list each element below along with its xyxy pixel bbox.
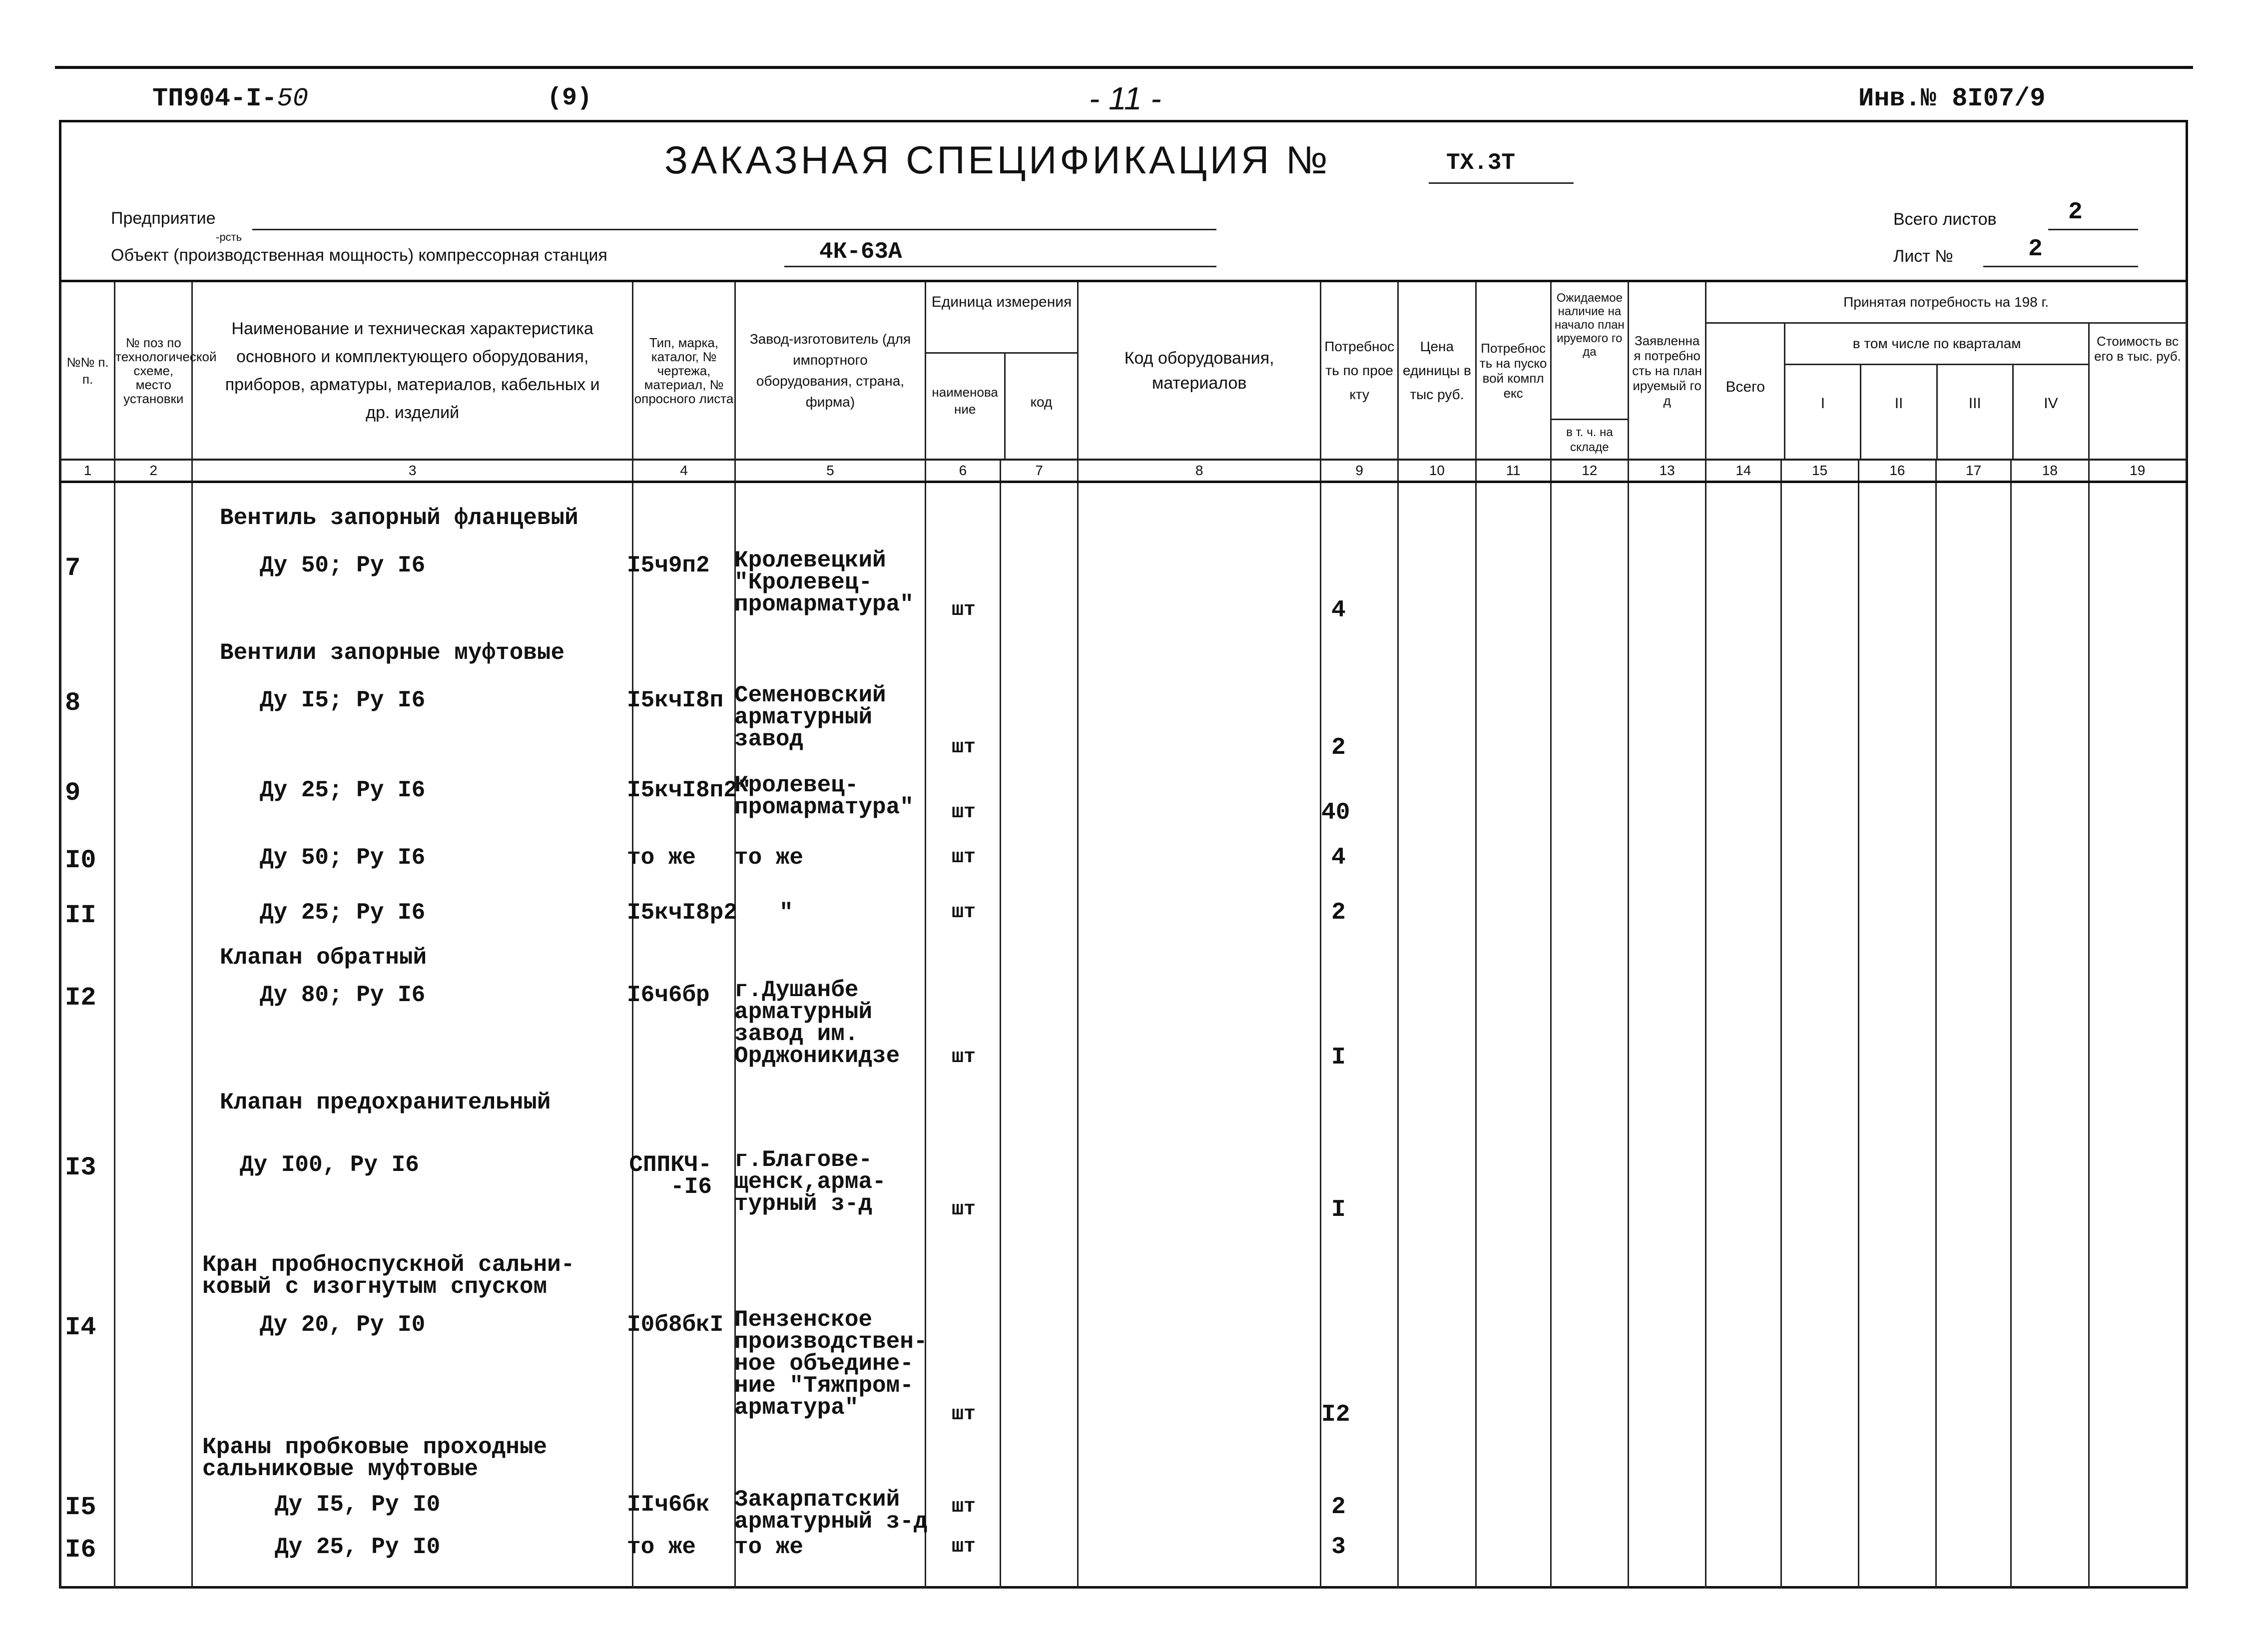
item-name: Краны пробковые проходные сальниковые муфтовые [202,1434,548,1482]
item-name: Ду I00, Ру I6 [240,1152,419,1178]
column-number: 7 [1001,460,1078,482]
row-number: 8 [65,688,81,718]
header-launch: Потребность на пусковой комплекс [1476,281,1551,460]
row-number: 7 [65,553,81,583]
item-manufacturer: г.Благове- щенск,арма- турный з-д [734,1147,886,1217]
sheet-label: Лист № [1893,247,1953,266]
item-quantity: I [1331,1044,1346,1071]
item-type: то же [627,1534,696,1560]
column-number: 11 [1476,460,1551,482]
row-number: II [65,901,96,930]
item-unit: шт [952,1496,976,1518]
column-number: 14 [1706,460,1781,482]
document-title-text: ЗАКАЗНАЯ СПЕЦИФИКАЦИЯ № [664,138,1331,182]
item-name: Ду I5, Ру I0 [275,1492,441,1518]
object-small-note: -рсть [216,231,242,243]
header-position: № поз по технологической схеме, место установки [115,281,192,460]
row-number: 9 [65,778,81,808]
item-name: Ду 50; Ру I6 [260,845,426,871]
item-type: I0б8бкI [627,1312,724,1338]
column-number: 9 [1321,460,1398,482]
item-type: СППКЧ- -I6 [629,1152,712,1200]
column-number: 2 [115,460,192,482]
item-manufacturer: " [779,900,793,926]
row-number: I3 [65,1153,96,1182]
item-unit: шт [952,1403,976,1426]
item-quantity: I2 [1321,1401,1350,1428]
item-type: I5кчI8р2 [627,900,737,926]
header-price: Цена единицы в тыс руб. [1398,281,1476,460]
row-number: I5 [65,1493,96,1522]
item-type: IIч6бк [627,1492,710,1518]
header-row-number: №№ п. п. [61,281,115,460]
header-need: Потребность по проекту [1321,281,1398,460]
header-quarter-2: II [1861,365,1937,459]
item-manufacturer: Кролевец- промарматура" [734,772,914,820]
item-manufacturer: то же [734,845,804,871]
item-name: Ду 25; Ру I6 [260,900,426,926]
column-number: 18 [2011,460,2089,482]
item-quantity: 4 [1331,844,1346,871]
item-quantity: 2 [1331,734,1346,761]
header-accepted-total: Всего [1706,324,1785,459]
item-name: Клапан предохранительный [220,1090,551,1115]
item-unit: шт [952,1198,976,1221]
row-number: I2 [65,983,96,1013]
item-quantity: 40 [1321,799,1350,826]
item-unit: шт [952,801,976,824]
item-name: Ду 25; Ру I6 [260,777,426,803]
object-label: Объект (производственная мощность) компрессорная станция [111,246,607,265]
header-unit-title: Единица измерения [926,282,1077,354]
header-type: Тип, марка, каталог, № чертежа, материал, № опросного листа [632,281,735,460]
header-accepted-title: Принятая потребность на 198 г. [1706,282,2186,324]
column-number: 6 [925,460,1000,482]
item-unit: шт [952,846,976,869]
row-number: I0 [65,846,96,875]
header-unit-code: код [1030,394,1053,410]
item-unit: шт [952,1046,976,1069]
item-type: I6ч6бр [627,982,710,1008]
header-manufacturer: Завод-изготовитель (для импортного оборудования, страна, фирма) [735,281,926,460]
column-number: 13 [1629,460,1706,482]
item-name: Кран пробноспускной сальни- ковый с изогнутым спуском [202,1252,575,1300]
header-cost: Стоимость всего в тыс. руб. [2088,324,2186,459]
column-number: 15 [1781,460,1858,482]
item-name: Ду 80; Ру I6 [260,982,426,1008]
column-number: 16 [1858,460,1936,482]
item-name: Клапан обратный [220,945,427,971]
sheet-value: 2 [2028,236,2043,263]
item-quantity: 2 [1331,899,1346,926]
item-type: I5кчI8п [627,687,724,713]
column-number: 3 [192,460,632,482]
header-declared: Заявленная потребность на планируемый год [1629,281,1706,460]
inventory-number: Инв.№ 8I07/9 [1858,84,2046,113]
specification-number: ТХ.3Т [1446,150,1516,176]
total-sheets-label: Всего листов [1893,210,1997,229]
column-number: 19 [2089,460,2187,482]
item-manufacturer: Закарпатский арматурный з-д [734,1487,928,1535]
item-name: Ду I5; Ру I6 [260,687,426,713]
item-unit: шт [952,599,976,621]
item-quantity: I [1331,1196,1346,1223]
parenthetical-number: (9) [547,84,592,112]
row-number: I4 [65,1313,96,1342]
header-expected-title: Ожидаемое наличие на начало планируемого года [1554,291,1625,359]
item-manufacturer: Кролевецкий "Кролевец- промарматура" [734,548,914,617]
header-expected-warehouse: в т. ч. на складе [1552,419,1628,455]
item-manufacturer: то же [734,1534,804,1560]
item-quantity: 4 [1331,597,1346,624]
item-quantity: 3 [1331,1534,1346,1561]
item-name: Вентиль запорный фланцевый [220,505,578,531]
item-manufacturer: Семеновский арматурный завод [734,682,886,752]
item-unit: шт [952,1536,976,1558]
column-number: 17 [1936,460,2011,482]
header-quarter-3: III [1938,365,2014,459]
row-number: I6 [65,1535,96,1565]
item-name: Вентили запорные муфтовые [220,640,565,666]
header-quarter-1: I [1785,365,1861,459]
header-name: Наименование и техническая характеристика основного и комплектующего оборудования, приборов, арматуры, материалов, кабельных и др. изделий [192,281,632,460]
item-type: I5кчI8п2" [627,777,751,803]
column-number: 1 [61,460,115,482]
document-code-handwritten: 50 [277,84,309,113]
column-number: 8 [1078,460,1321,482]
column-number: 4 [632,460,735,482]
column-number: 5 [735,460,926,482]
header-quarters-title: в том числе по кварталам [1785,324,2088,365]
column-number: 10 [1398,460,1476,482]
item-type: I5ч9п2 [627,552,710,578]
object-value: 4К-63А [819,239,902,265]
item-type: то же [627,845,696,871]
item-manufacturer: г.Душанбе арматурный завод им. Орджоникидзе [734,977,900,1069]
header-quarter-4: IV [2044,395,2058,412]
item-name: Ду 50; Ру I6 [260,552,426,578]
item-name: Ду 25, Ру I0 [275,1534,441,1560]
document-code-text: ТП904-I- [152,84,277,113]
item-quantity: 2 [1331,1494,1346,1521]
column-number: 12 [1551,460,1628,482]
item-unit: шт [952,736,976,759]
item-name: Ду 20, Ру I0 [260,1312,426,1338]
item-manufacturer: Пензенское производствен- ное объедине- ние "Тяжпром- арматура" [734,1307,928,1421]
item-unit: шт [952,901,976,924]
total-sheets-value: 2 [2068,199,2083,226]
enterprise-label: Предприятие [111,209,216,228]
header-unit-name: наименование [926,354,1006,459]
header-equipment-code: Код оборудования, материалов [1078,281,1321,460]
page-number: - 11 - [1089,80,1161,116]
